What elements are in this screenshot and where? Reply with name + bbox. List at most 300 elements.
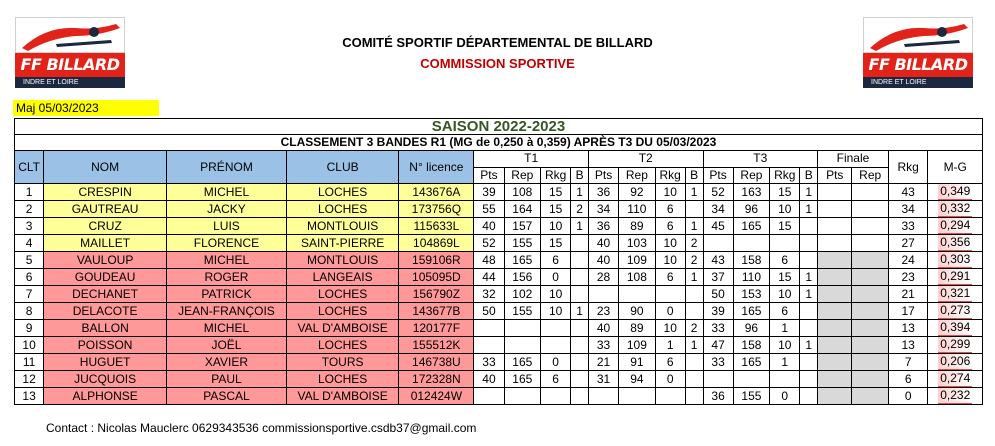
t3-pts-cell: 39	[703, 303, 733, 320]
col-prenom-header: PRÉNOM	[167, 151, 287, 184]
t1-b-cell	[571, 337, 589, 354]
mg-value: 0,394	[940, 320, 971, 334]
prenom-cell: MICHEL	[167, 184, 287, 201]
t2-b-cell: 1	[685, 337, 703, 354]
t1-b-cell: 1	[571, 218, 589, 235]
t3-b-cell	[800, 218, 818, 235]
t1-rep-cell: 155	[504, 303, 540, 320]
mg-value: 0,206	[940, 354, 971, 368]
t3-b-cell	[800, 388, 818, 405]
ranking-points-cell: 33	[888, 218, 928, 235]
club-cell: LOCHES	[286, 201, 399, 218]
col-rkg-header: Rkg	[888, 151, 928, 184]
t3-b-cell	[800, 235, 818, 252]
licence-cell: 012424W	[399, 388, 474, 405]
ff-billard-logo-right	[863, 17, 973, 87]
logo-sub-text: INDRE ET LOIRE	[863, 77, 973, 88]
mg-cell	[928, 303, 983, 320]
t2-rep-cell: 90	[619, 303, 655, 320]
prenom-cell: MICHEL	[167, 252, 287, 269]
finale-pts-cell	[818, 235, 852, 252]
t3-pts-cell: 45	[703, 218, 733, 235]
t2-pts-cell	[588, 286, 618, 303]
t1-rkg-cell: 15	[541, 184, 571, 201]
nom-cell: JUCQUOIS	[44, 371, 167, 388]
t3-header: T3	[703, 151, 818, 168]
t3-rep-cell: 165	[733, 303, 769, 320]
nom-cell: POISSON	[44, 337, 167, 354]
prenom-cell: PAUL	[167, 371, 287, 388]
t1-rkg-cell	[541, 388, 571, 405]
t3-b-cell	[800, 371, 818, 388]
t2-rep-cell: 89	[619, 218, 655, 235]
t3-pts-cell: 37	[703, 269, 733, 286]
t2-pts-cell: 34	[588, 201, 618, 218]
t1-rep-cell: 155	[504, 235, 540, 252]
club-cell: MONTLOUIS	[286, 218, 399, 235]
t1-rkg-cell: 15	[541, 201, 571, 218]
licence-cell: 143677B	[399, 303, 474, 320]
mg-value: 0,299	[940, 337, 971, 351]
t2-b-cell	[685, 286, 703, 303]
t2-rkg-cell	[655, 286, 685, 303]
rank-cell: 4	[15, 235, 44, 252]
finale-pts-header: Pts	[818, 167, 852, 184]
t1-pts-cell: 33	[474, 354, 504, 371]
t2-pts-cell: 28	[588, 269, 618, 286]
update-date: Maj 05/03/2023	[13, 100, 159, 116]
t1-b-header: B	[571, 167, 589, 184]
t3-pts-cell: 43	[703, 252, 733, 269]
mg-value: 0,349	[940, 184, 971, 198]
t2-rkg-cell: 0	[655, 303, 685, 320]
finale-pts-cell	[818, 320, 852, 337]
mg-value: 0,321	[940, 286, 971, 300]
t2-b-cell	[685, 388, 703, 405]
ranking-points-cell: 27	[888, 235, 928, 252]
finale-rep-cell	[852, 286, 888, 303]
licence-cell: 105095D	[399, 269, 474, 286]
t3-rkg-cell: 6	[770, 303, 800, 320]
t2-rkg-cell: 10	[655, 320, 685, 337]
logo-main-text: FF BILLARD	[863, 53, 973, 77]
t1-pts-cell: 55	[474, 201, 504, 218]
rank-cell: 3	[15, 218, 44, 235]
t3-b-cell	[800, 303, 818, 320]
t1-pts-cell: 48	[474, 252, 504, 269]
table-row	[15, 218, 983, 235]
t2-rep-cell: 109	[619, 252, 655, 269]
finale-rep-cell	[852, 388, 888, 405]
prenom-cell: JOËL	[167, 337, 287, 354]
mg-value: 0,356	[940, 235, 971, 249]
prenom-cell: MICHEL	[167, 320, 287, 337]
t1-rep-cell: 165	[504, 354, 540, 371]
rank-cell: 10	[15, 337, 44, 354]
t3-pts-cell: 50	[703, 286, 733, 303]
t1-rkg-cell: 6	[541, 252, 571, 269]
t1-pts-cell: 32	[474, 286, 504, 303]
t3-rkg-cell: 1	[770, 320, 800, 337]
mg-cell	[928, 388, 983, 405]
t3-rep-cell: 158	[733, 337, 769, 354]
t2-b-cell	[685, 303, 703, 320]
t2-rep-header: Rep	[619, 167, 655, 184]
t1-rkg-cell: 10	[541, 286, 571, 303]
t1-rep-cell	[504, 320, 540, 337]
licence-cell: 159106R	[399, 252, 474, 269]
finale-rep-cell	[852, 218, 888, 235]
t1-pts-cell	[474, 320, 504, 337]
rank-cell: 7	[15, 286, 44, 303]
rank-cell: 5	[15, 252, 44, 269]
finale-pts-cell	[818, 269, 852, 286]
ranking-points-cell: 34	[888, 201, 928, 218]
nom-cell: GOUDEAU	[44, 269, 167, 286]
t2-rep-cell: 92	[619, 184, 655, 201]
t2-header: T2	[588, 151, 703, 168]
t1-header: T1	[474, 151, 589, 168]
season-title: SAISON 2022-2023	[15, 119, 983, 135]
t1-pts-cell	[474, 388, 504, 405]
t2-pts-cell: 40	[588, 252, 618, 269]
t2-rkg-cell	[655, 388, 685, 405]
t2-b-cell: 2	[685, 235, 703, 252]
t3-rep-cell	[733, 371, 769, 388]
licence-cell: 156790Z	[399, 286, 474, 303]
mg-value: 0,273	[940, 303, 971, 317]
finale-rep-cell	[852, 252, 888, 269]
t2-b-cell: 2	[685, 252, 703, 269]
t1-rkg-cell: 6	[541, 371, 571, 388]
t2-pts-cell: 23	[588, 303, 618, 320]
t2-rep-cell: 108	[619, 269, 655, 286]
table-row	[15, 235, 983, 252]
t3-rkg-cell: 15	[770, 218, 800, 235]
col-mg-header: M-G	[928, 151, 983, 184]
club-cell: LOCHES	[286, 371, 399, 388]
mg-cell	[928, 337, 983, 354]
t3-rep-cell: 165	[733, 354, 769, 371]
t1-b-cell: 2	[571, 201, 589, 218]
finale-pts-cell	[818, 184, 852, 201]
t3-pts-cell	[703, 371, 733, 388]
t2-b-cell: 1	[685, 218, 703, 235]
t2-rep-cell: 89	[619, 320, 655, 337]
t1-b-cell	[571, 320, 589, 337]
t1-b-cell	[571, 252, 589, 269]
finale-rep-header: Rep	[852, 167, 888, 184]
t2-b-cell	[685, 371, 703, 388]
t3-rep-cell: 153	[733, 286, 769, 303]
t3-pts-header: Pts	[703, 167, 733, 184]
t2-pts-header: Pts	[588, 167, 618, 184]
prenom-cell: JEAN-FRANÇOIS	[167, 303, 287, 320]
t2-rep-cell	[619, 388, 655, 405]
t1-b-cell	[571, 388, 589, 405]
t3-rkg-cell: 10	[770, 337, 800, 354]
ranking-points-cell: 43	[888, 184, 928, 201]
finale-pts-cell	[818, 388, 852, 405]
mg-value: 0,232	[940, 388, 971, 402]
mg-cell	[928, 269, 983, 286]
t2-b-cell	[685, 354, 703, 371]
t2-rkg-cell: 1	[655, 337, 685, 354]
classification-title: CLASSEMENT 3 BANDES R1 (MG de 0,250 à 0,359) APRÈS T3 DU 05/03/2023	[15, 135, 983, 151]
finale-pts-cell	[818, 286, 852, 303]
t1-pts-cell: 40	[474, 371, 504, 388]
t1-rkg-cell: 10	[541, 303, 571, 320]
club-cell: LOCHES	[286, 286, 399, 303]
t3-rkg-cell	[770, 371, 800, 388]
t2-rep-cell: 109	[619, 337, 655, 354]
finale-pts-cell	[818, 337, 852, 354]
t1-pts-cell: 50	[474, 303, 504, 320]
t1-rep-cell: 164	[504, 201, 540, 218]
t1-rkg-cell: 15	[541, 235, 571, 252]
t3-b-cell: 1	[800, 286, 818, 303]
t3-b-cell	[800, 252, 818, 269]
t3-rkg-header: Rkg	[770, 167, 800, 184]
prenom-cell: ROGER	[167, 269, 287, 286]
ranking-points-cell: 7	[888, 354, 928, 371]
t2-rep-cell	[619, 286, 655, 303]
t2-rkg-cell: 10	[655, 235, 685, 252]
t3-b-cell: 1	[800, 269, 818, 286]
t2-rkg-cell: 10	[655, 184, 685, 201]
t2-b-cell: 2	[685, 320, 703, 337]
table-row	[15, 303, 983, 320]
prenom-cell: PASCAL	[167, 388, 287, 405]
t1-rep-cell: 108	[504, 184, 540, 201]
finale-rep-cell	[852, 184, 888, 201]
mg-cell	[928, 184, 983, 201]
table-row	[15, 320, 983, 337]
t3-b-cell	[800, 354, 818, 371]
finale-header: Finale	[818, 151, 889, 168]
t1-b-cell	[571, 269, 589, 286]
col-nom-header: NOM	[44, 151, 167, 184]
t1-rkg-cell	[541, 337, 571, 354]
finale-pts-cell	[818, 201, 852, 218]
t2-b-cell: 1	[685, 184, 703, 201]
t1-pts-cell: 40	[474, 218, 504, 235]
t3-rep-cell	[733, 235, 769, 252]
club-cell: TOURS	[286, 354, 399, 371]
t3-rep-cell: 155	[733, 388, 769, 405]
finale-rep-cell	[852, 303, 888, 320]
t1-pts-cell: 44	[474, 269, 504, 286]
ranking-points-cell: 23	[888, 269, 928, 286]
club-cell: MONTLOUIS	[286, 252, 399, 269]
t1-pts-header: Pts	[474, 167, 504, 184]
t3-pts-cell: 33	[703, 320, 733, 337]
ranking-points-cell: 13	[888, 320, 928, 337]
mg-cell	[928, 252, 983, 269]
t2-b-cell: 1	[685, 269, 703, 286]
rank-cell: 11	[15, 354, 44, 371]
t2-pts-cell: 40	[588, 320, 618, 337]
t3-rep-cell: 96	[733, 320, 769, 337]
t3-rep-cell: 96	[733, 201, 769, 218]
rank-cell: 6	[15, 269, 44, 286]
mg-value: 0,274	[940, 371, 971, 385]
mg-value: 0,332	[940, 201, 971, 215]
finale-rep-cell	[852, 201, 888, 218]
licence-cell: 104869L	[399, 235, 474, 252]
t3-pts-cell: 47	[703, 337, 733, 354]
t1-pts-cell	[474, 337, 504, 354]
t2-rep-cell: 91	[619, 354, 655, 371]
table-row	[15, 269, 983, 286]
nom-cell: VAULOUP	[44, 252, 167, 269]
t3-rep-cell: 110	[733, 269, 769, 286]
licence-cell: 115633L	[399, 218, 474, 235]
t3-b-cell	[800, 320, 818, 337]
t3-rkg-cell: 15	[770, 269, 800, 286]
t2-rkg-cell: 6	[655, 201, 685, 218]
t3-pts-cell	[703, 235, 733, 252]
t2-pts-cell: 33	[588, 337, 618, 354]
finale-pts-cell	[818, 218, 852, 235]
table-row	[15, 184, 983, 201]
licence-cell: 155512K	[399, 337, 474, 354]
t2-rep-cell: 94	[619, 371, 655, 388]
ranking-points-cell: 17	[888, 303, 928, 320]
mg-value: 0,294	[940, 218, 971, 232]
rank-cell: 13	[15, 388, 44, 405]
t2-b-header: B	[685, 167, 703, 184]
finale-pts-cell	[818, 252, 852, 269]
t2-b-cell	[685, 201, 703, 218]
licence-cell: 173756Q	[399, 201, 474, 218]
finale-rep-cell	[852, 320, 888, 337]
logo-main-text: FF BILLARD	[15, 53, 125, 77]
ranking-points-cell: 6	[888, 371, 928, 388]
t3-b-header: B	[800, 167, 818, 184]
nom-cell: CRESPIN	[44, 184, 167, 201]
org-title: COMITÉ SPORTIF DÉPARTEMENTAL DE BILLARD	[342, 35, 653, 50]
t2-rep-cell: 103	[619, 235, 655, 252]
mg-value: 0,303	[940, 252, 971, 266]
t1-b-cell	[571, 371, 589, 388]
nom-cell: DECHANET	[44, 286, 167, 303]
finale-pts-cell	[818, 354, 852, 371]
t1-rkg-cell: 10	[541, 218, 571, 235]
t3-pts-cell: 52	[703, 184, 733, 201]
finale-rep-cell	[852, 269, 888, 286]
ff-billard-logo-left	[15, 17, 125, 87]
nom-cell: DELACOTE	[44, 303, 167, 320]
ranking-table	[14, 118, 983, 405]
t2-rkg-cell: 0	[655, 371, 685, 388]
mg-cell	[928, 201, 983, 218]
club-cell: LOCHES	[286, 337, 399, 354]
prenom-cell: XAVIER	[167, 354, 287, 371]
t3-rkg-cell: 6	[770, 252, 800, 269]
nom-cell: CRUZ	[44, 218, 167, 235]
t2-rkg-header: Rkg	[655, 167, 685, 184]
t3-rkg-cell: 10	[770, 286, 800, 303]
table-row	[15, 337, 983, 354]
col-clt-header: CLT	[15, 151, 44, 184]
mg-cell	[928, 235, 983, 252]
t3-pts-cell: 36	[703, 388, 733, 405]
prenom-cell: LUIS	[167, 218, 287, 235]
t3-pts-cell: 34	[703, 201, 733, 218]
t1-b-cell	[571, 354, 589, 371]
logo-sub-text: INDRE ET LOIRE	[15, 77, 125, 88]
mg-cell	[928, 320, 983, 337]
t1-b-cell	[571, 235, 589, 252]
ranking-points-cell: 21	[888, 286, 928, 303]
t1-b-cell: 1	[571, 184, 589, 201]
t3-rep-cell: 165	[733, 218, 769, 235]
t3-rep-cell: 163	[733, 184, 769, 201]
t1-rep-cell	[504, 388, 540, 405]
t1-rep-header: Rep	[504, 167, 540, 184]
org-subtitle: COMMISSION SPORTIVE	[420, 56, 575, 71]
t1-rep-cell: 165	[504, 371, 540, 388]
table-row	[15, 286, 983, 303]
nom-cell: GAUTREAU	[44, 201, 167, 218]
club-cell: SAINT-PIERRE	[286, 235, 399, 252]
t3-b-cell: 1	[800, 337, 818, 354]
t2-rkg-cell: 6	[655, 218, 685, 235]
rank-cell: 1	[15, 184, 44, 201]
t1-rep-cell: 165	[504, 252, 540, 269]
ranking-points-cell: 13	[888, 337, 928, 354]
finale-pts-cell	[818, 303, 852, 320]
licence-cell: 143676A	[399, 184, 474, 201]
finale-rep-cell	[852, 235, 888, 252]
col-licence-header: N° licence	[399, 151, 474, 184]
club-cell: VAL D'AMBOISE	[286, 388, 399, 405]
licence-cell: 146738U	[399, 354, 474, 371]
rank-cell: 8	[15, 303, 44, 320]
t1-b-cell: 1	[571, 303, 589, 320]
t2-pts-cell: 36	[588, 184, 618, 201]
finale-rep-cell	[852, 371, 888, 388]
t1-rkg-header: Rkg	[541, 167, 571, 184]
licence-cell: 172328N	[399, 371, 474, 388]
club-cell: VAL D'AMBOISE	[286, 320, 399, 337]
contact-line: Contact : Nicolas Mauclerc 0629343536 commissionsportive.csdb37@gmail.com	[46, 421, 477, 435]
t1-rkg-cell: 0	[541, 354, 571, 371]
t1-rep-cell: 102	[504, 286, 540, 303]
t3-rkg-cell: 1	[770, 354, 800, 371]
rank-cell: 12	[15, 371, 44, 388]
t2-pts-cell: 31	[588, 371, 618, 388]
ranking-points-cell: 0	[888, 388, 928, 405]
t3-b-cell: 1	[800, 184, 818, 201]
t3-rep-cell: 158	[733, 252, 769, 269]
mg-cell	[928, 354, 983, 371]
t1-rep-cell: 156	[504, 269, 540, 286]
t1-rep-cell	[504, 337, 540, 354]
mg-value: 0,291	[940, 269, 971, 283]
t3-rkg-cell: 15	[770, 184, 800, 201]
t2-pts-cell: 36	[588, 218, 618, 235]
table-row	[15, 201, 983, 218]
nom-cell: BALLON	[44, 320, 167, 337]
t1-rkg-cell	[541, 320, 571, 337]
finale-rep-cell	[852, 337, 888, 354]
prenom-cell: FLORENCE	[167, 235, 287, 252]
mg-cell	[928, 218, 983, 235]
col-club-header: CLUB	[286, 151, 399, 184]
finale-rep-cell	[852, 354, 888, 371]
